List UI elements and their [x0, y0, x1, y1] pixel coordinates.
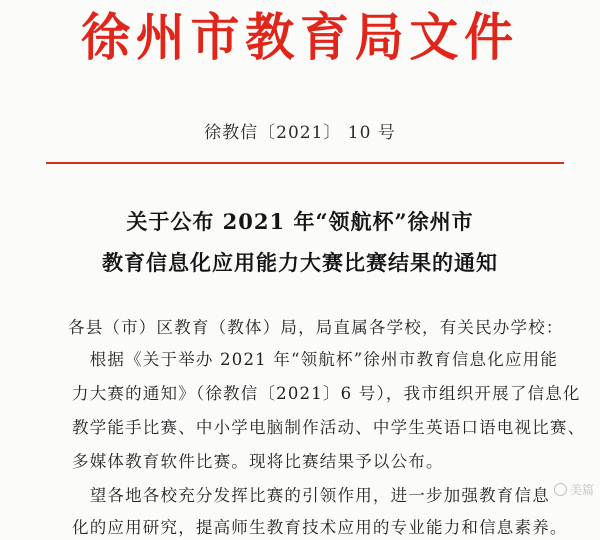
body-line-7: 化的应用研究，提高师生教育技术应用的专业能力和信息素养。 [72, 518, 568, 537]
body-line-4: 教学能手比赛、中小学电脑制作活动、中学生英语口语电视比赛、 [72, 418, 586, 437]
document-number: 徐教信〔2021〕 10 号 [204, 123, 396, 143]
body-line-6: 望各地各校充分发挥比赛的引领作用，进一步加强教育信息 [72, 486, 550, 505]
document-title-line-1: 关于公布 2021 年“领航杯”徐州市 [126, 209, 474, 234]
body-line-5: 多媒体教育软件比赛。现将比赛结果予以公布。 [72, 452, 444, 471]
body-line-2: 根据《关于举办 2021 年“领航杯”徐州市教育信息化应用能 [72, 350, 559, 369]
document-title-line-2: 教育信息化应用能力大赛比赛结果的通知 [102, 250, 498, 275]
watermark-text: 美篇 [569, 483, 594, 497]
body-line-salutation: 各县（市）区教育（教体）局，局直属各学校，有关民办学校： [68, 318, 564, 337]
document-masthead: 徐州市教育局文件 [81, 8, 519, 68]
red-divider-line [46, 162, 564, 164]
watermark [554, 481, 594, 498]
body-line-3: 力大赛的通知》（徐教信〔2021〕6 号），我市组织开展了信息化 [72, 384, 581, 403]
watermark-logo-icon [554, 483, 567, 496]
